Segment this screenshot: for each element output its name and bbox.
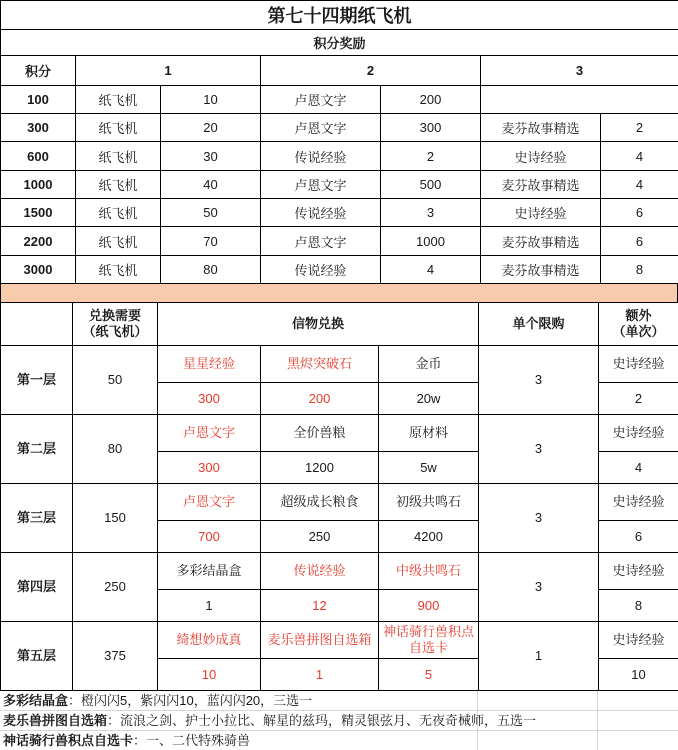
tier-limit: 3 xyxy=(479,484,599,553)
reward1-qty: 20 xyxy=(161,114,261,142)
points-cell: 1000 xyxy=(1,170,76,198)
extra-qty: 2 xyxy=(599,383,678,415)
note-label: 神话骑行兽积点自选卡 xyxy=(3,733,134,748)
note-row xyxy=(0,731,678,750)
points-row xyxy=(1,85,678,113)
section-header-row xyxy=(1,30,678,55)
tier-need: 80 xyxy=(73,415,158,484)
exchange-item-cost: 250 xyxy=(261,521,379,553)
reward1-item: 纸飞机 xyxy=(76,85,161,113)
need-header xyxy=(73,303,158,346)
points-cell: 600 xyxy=(1,142,76,170)
need-header-line1: 兑换需要 xyxy=(88,307,141,323)
tier-need: 250 xyxy=(73,553,158,622)
col-header-1: 1 xyxy=(76,55,261,85)
exchange-item-name: 黑烬突破石 xyxy=(261,346,379,383)
extra-item-name: 史诗经验 xyxy=(599,622,678,659)
points-cell: 100 xyxy=(1,85,76,113)
exchange-item-cost: 1200 xyxy=(261,452,379,484)
note-text: ：橙闪闪5，紫闪闪10，蓝闪闪20，三选一 xyxy=(68,693,313,708)
exchange-item-name: 多彩结晶盒 xyxy=(158,553,261,590)
exchange-item-name: 星星经验 xyxy=(158,346,261,383)
reward3-qty: 6 xyxy=(601,227,678,255)
exchange-item-name: 卢恩文字 xyxy=(158,415,261,452)
col-header-points: 积分 xyxy=(1,55,76,85)
tier-need: 50 xyxy=(73,346,158,415)
exchange-item-cost: 1 xyxy=(158,590,261,622)
exchange-item-name: 中级共鸣石 xyxy=(379,553,479,590)
tier-name-row xyxy=(1,346,678,383)
reward3-empty xyxy=(481,85,678,113)
reward2-item: 传说经验 xyxy=(261,199,381,227)
limit-header: 单个限购 xyxy=(479,303,599,346)
points-row xyxy=(1,170,678,198)
reward3-qty: 2 xyxy=(601,114,678,142)
exchange-header: 信物兑换 xyxy=(158,303,479,346)
extra-qty: 10 xyxy=(599,659,678,691)
exchange-item-name: 卢恩文字 xyxy=(158,484,261,521)
exchange-item-name: 全价兽粮 xyxy=(261,415,379,452)
reward2-item: 卢恩文字 xyxy=(261,170,381,198)
points-rewards-table xyxy=(0,0,678,284)
title-row xyxy=(1,1,678,30)
exchange-item-cost: 4200 xyxy=(379,521,479,553)
reward1-qty: 50 xyxy=(161,199,261,227)
reward2-qty: 200 xyxy=(381,85,481,113)
extra-qty: 6 xyxy=(599,521,678,553)
tier-label: 第一层 xyxy=(1,346,73,415)
points-row xyxy=(1,255,678,283)
tier-need: 150 xyxy=(73,484,158,553)
reward2-item: 传说经验 xyxy=(261,142,381,170)
points-header-row xyxy=(1,55,678,85)
points-cell: 300 xyxy=(1,114,76,142)
tier-name-row xyxy=(1,622,678,659)
col-header-2: 2 xyxy=(261,55,481,85)
points-cell: 2200 xyxy=(1,227,76,255)
tier-label: 第五层 xyxy=(1,622,73,691)
reward3-qty: 6 xyxy=(601,199,678,227)
reward2-qty: 300 xyxy=(381,114,481,142)
need-header-line2: （纸飞机） xyxy=(82,324,148,339)
note-row xyxy=(0,691,678,711)
reward1-qty: 40 xyxy=(161,170,261,198)
reward3-qty: 8 xyxy=(601,255,678,283)
exchange-item-cost: 900 xyxy=(379,590,479,622)
exchange-item-name: 初级共鸣石 xyxy=(379,484,479,521)
exchange-item-cost: 300 xyxy=(158,383,261,415)
reward1-item: 纸飞机 xyxy=(76,170,161,198)
separator-band xyxy=(0,284,678,302)
exchange-item-name: 金币 xyxy=(379,346,479,383)
extra-item-name: 史诗经验 xyxy=(599,415,678,452)
note-text: ：流浪之剑、护士小拉比、解星的兹玛，精灵银弦月、无夜奇械师，五选一 xyxy=(107,713,537,728)
exchange-item-cost: 10 xyxy=(158,659,261,691)
exchange-item-cost: 5 xyxy=(379,659,479,691)
extra-header-line1: 额外 xyxy=(625,307,652,323)
reward3-qty: 4 xyxy=(601,142,678,170)
exchange-item-name: 传说经验 xyxy=(261,553,379,590)
notes-section xyxy=(0,691,678,750)
reward3-item: 麦芬故事精选 xyxy=(481,114,601,142)
reward1-item: 纸飞机 xyxy=(76,255,161,283)
reward3-item: 麦芬故事精选 xyxy=(481,255,601,283)
reward3-item: 史诗经验 xyxy=(481,142,601,170)
note-row xyxy=(0,711,678,731)
reward1-item: 纸飞机 xyxy=(76,227,161,255)
exchange-item-cost: 300 xyxy=(158,452,261,484)
tier-name-row xyxy=(1,553,678,590)
tier-limit: 1 xyxy=(479,622,599,691)
exchange-item-cost: 1 xyxy=(261,659,379,691)
note-text: ：一、二代特殊骑兽 xyxy=(133,733,251,748)
exchange-item-name: 绮想妙成真 xyxy=(158,622,261,659)
exchange-item-cost: 200 xyxy=(261,383,379,415)
exchange-header-row xyxy=(1,303,678,346)
reward1-item: 纸飞机 xyxy=(76,142,161,170)
reward3-item: 麦芬故事精选 xyxy=(481,227,601,255)
note-label: 麦乐兽拼图自选箱 xyxy=(3,713,108,728)
exchange-item-name: 神话骑行兽积点自选卡 xyxy=(379,622,479,659)
reward2-qty: 4 xyxy=(381,255,481,283)
extra-header xyxy=(599,303,678,346)
reward2-item: 传说经验 xyxy=(261,255,381,283)
reward2-item: 卢恩文字 xyxy=(261,114,381,142)
points-row xyxy=(1,142,678,170)
extra-qty: 4 xyxy=(599,452,678,484)
exchange-item-cost: 12 xyxy=(261,590,379,622)
reward1-item: 纸飞机 xyxy=(76,199,161,227)
extra-item-name: 史诗经验 xyxy=(599,553,678,590)
col-header-3: 3 xyxy=(481,55,678,85)
reward3-qty: 4 xyxy=(601,170,678,198)
tier-label: 第二层 xyxy=(1,415,73,484)
tier-limit: 3 xyxy=(479,346,599,415)
extra-header-line2: （单次） xyxy=(612,324,665,339)
corner-cell xyxy=(1,303,73,346)
reward2-item: 卢恩文字 xyxy=(261,227,381,255)
tier-limit: 3 xyxy=(479,553,599,622)
tier-limit: 3 xyxy=(479,415,599,484)
extra-qty: 8 xyxy=(599,590,678,622)
page-title: 第七十四期纸飞机 xyxy=(1,1,678,30)
reward1-qty: 70 xyxy=(161,227,261,255)
tier-need: 375 xyxy=(73,622,158,691)
reward1-qty: 80 xyxy=(161,255,261,283)
points-row xyxy=(1,227,678,255)
reward2-qty: 2 xyxy=(381,142,481,170)
exchange-item-cost: 5w xyxy=(379,452,479,484)
exchange-table xyxy=(0,302,678,691)
points-row xyxy=(1,114,678,142)
reward1-qty: 10 xyxy=(161,85,261,113)
points-cell: 3000 xyxy=(1,255,76,283)
section-header: 积分奖励 xyxy=(1,30,678,55)
tier-label: 第三层 xyxy=(1,484,73,553)
reward2-item: 卢恩文字 xyxy=(261,85,381,113)
tier-label: 第四层 xyxy=(1,553,73,622)
tier-name-row xyxy=(1,415,678,452)
points-row xyxy=(1,199,678,227)
reward2-qty: 3 xyxy=(381,199,481,227)
reward2-qty: 1000 xyxy=(381,227,481,255)
reward3-item: 麦芬故事精选 xyxy=(481,170,601,198)
tier-name-row xyxy=(1,484,678,521)
note-label: 多彩结晶盒 xyxy=(3,693,69,708)
exchange-item-cost: 700 xyxy=(158,521,261,553)
exchange-item-name: 原材料 xyxy=(379,415,479,452)
exchange-item-cost: 20w xyxy=(379,383,479,415)
extra-item-name: 史诗经验 xyxy=(599,484,678,521)
extra-item-name: 史诗经验 xyxy=(599,346,678,383)
reward2-qty: 500 xyxy=(381,170,481,198)
points-cell: 1500 xyxy=(1,199,76,227)
reward1-item: 纸飞机 xyxy=(76,114,161,142)
exchange-item-name: 超级成长粮食 xyxy=(261,484,379,521)
exchange-item-name: 麦乐兽拼图自选箱 xyxy=(261,622,379,659)
reward1-qty: 30 xyxy=(161,142,261,170)
reward3-item: 史诗经验 xyxy=(481,199,601,227)
